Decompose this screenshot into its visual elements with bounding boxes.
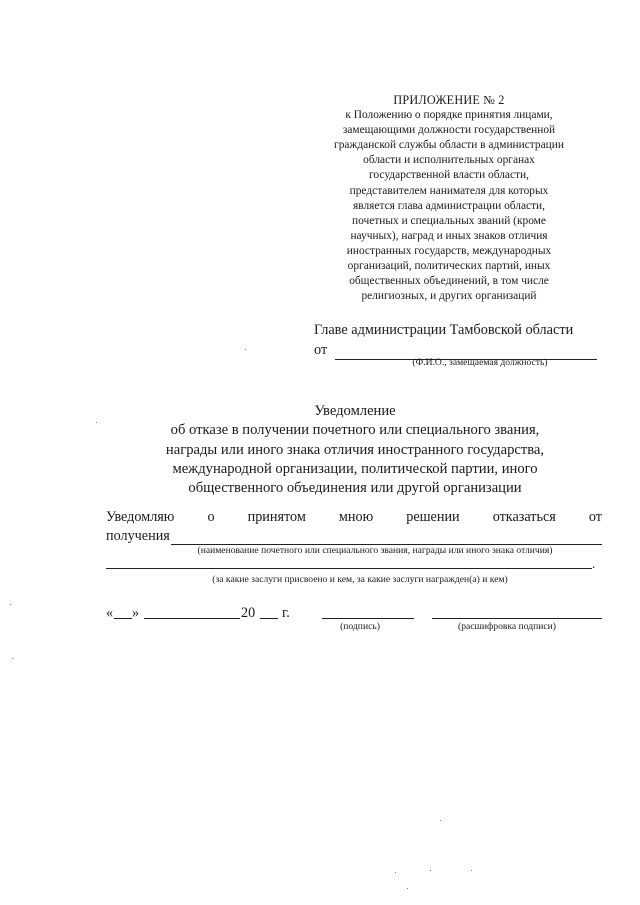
award-line-start: получения bbox=[106, 528, 170, 544]
date-open-quote: « bbox=[106, 605, 114, 621]
appendix-line: государственной власти области, bbox=[369, 169, 529, 182]
appendix-line: представителем нанимателя для которых bbox=[349, 184, 549, 197]
notice-subject-line: общественного объединения или другой организации bbox=[188, 480, 522, 497]
scan-speck bbox=[471, 870, 472, 871]
year-field[interactable] bbox=[260, 606, 278, 619]
scan-speck bbox=[245, 349, 246, 350]
merit-line-end: . bbox=[592, 556, 596, 571]
decode-hint: (расшифровка подписи) bbox=[458, 621, 556, 632]
appendix-line: является глава администрации области, bbox=[353, 199, 545, 212]
scan-speck bbox=[395, 872, 396, 873]
appendix-line: иностранных государств, международных bbox=[346, 244, 552, 257]
notice-heading-block bbox=[100, 402, 610, 498]
appendix-line: общественных объединений, в том числе bbox=[349, 275, 549, 288]
scan-speck bbox=[12, 658, 13, 659]
from-label: от bbox=[314, 342, 328, 358]
body-word: решении bbox=[406, 509, 460, 525]
addressee-to: Главе администрации Тамбовской области bbox=[314, 322, 574, 338]
merit-hint: (за какие заслуги присвоено и кем, за какие заслуги награжден(а) и кем) bbox=[212, 574, 508, 585]
award-hint: (наименование почетного или специального звания, награды или иного знака отличия) bbox=[197, 545, 553, 556]
scan-speck bbox=[440, 820, 441, 821]
signature-field[interactable] bbox=[322, 606, 414, 619]
day-field[interactable] bbox=[114, 606, 132, 619]
date-close-quote: » bbox=[132, 605, 140, 621]
year-prefix: 20 bbox=[241, 605, 256, 621]
notice-subject-line: международной организации, политической партии, иного bbox=[172, 460, 538, 477]
body-word: о bbox=[207, 509, 215, 525]
scan-speck bbox=[430, 870, 431, 871]
scan-speck bbox=[407, 888, 408, 889]
appendix-line: области и исполнительных органах bbox=[363, 154, 535, 167]
body-word: от bbox=[588, 509, 602, 525]
appendix-line: организаций, политических партий, иных bbox=[347, 260, 551, 273]
month-field[interactable] bbox=[144, 606, 240, 619]
notice-subject-line: об отказе в получении почетного или специального звания, bbox=[170, 422, 540, 439]
appendix-title: ПРИЛОЖЕНИЕ № 2 bbox=[393, 93, 505, 107]
notice-subject-line: награды или иного знака отличия иностранного государства, bbox=[165, 441, 545, 458]
year-suffix: г. bbox=[282, 605, 290, 621]
body-word: Уведомляю bbox=[106, 509, 175, 525]
scan-speck bbox=[10, 604, 11, 605]
award-line bbox=[106, 527, 602, 545]
scan-speck bbox=[96, 422, 97, 423]
body-sentence-line bbox=[106, 508, 602, 526]
addressee-block bbox=[314, 320, 604, 360]
appendix-line: гражданской службы области в администрации bbox=[334, 139, 564, 152]
appendix-line: к Положению о порядке принятия лицами, bbox=[345, 109, 553, 122]
body-word: принятом bbox=[247, 509, 306, 525]
appendix-line: религиозных, и других организаций bbox=[361, 290, 537, 303]
merit-field[interactable] bbox=[106, 568, 592, 569]
appendix-line: почетных и специальных званий (кроме bbox=[352, 214, 546, 227]
notice-heading: Уведомление bbox=[314, 403, 396, 419]
appendix-block bbox=[314, 93, 584, 304]
appendix-line: научных), наград и иных знаков отличия bbox=[350, 229, 548, 242]
award-name-field[interactable] bbox=[171, 530, 602, 545]
body-word: мною bbox=[338, 509, 374, 525]
fio-hint: (Ф.И.О., замещаемая должность) bbox=[412, 357, 548, 368]
appendix-line: замещающими должности государственной bbox=[342, 124, 556, 137]
body-word: отказаться bbox=[492, 509, 556, 525]
signature-hint: (подпись) bbox=[340, 621, 380, 632]
signature-decode-field[interactable] bbox=[432, 606, 602, 619]
